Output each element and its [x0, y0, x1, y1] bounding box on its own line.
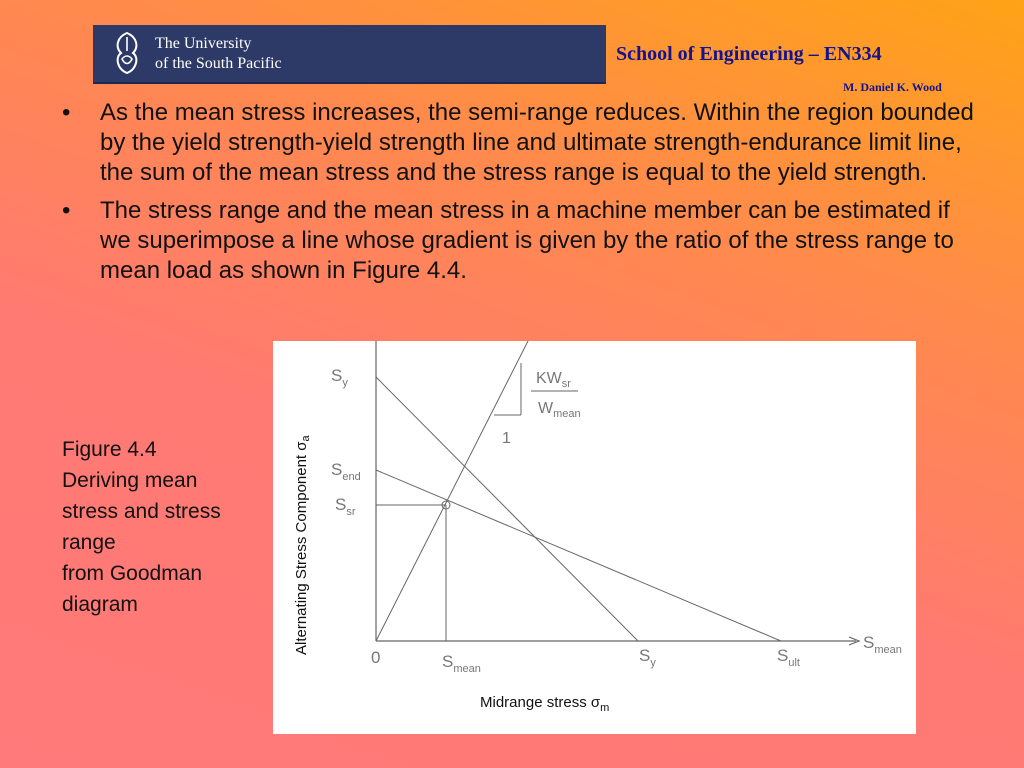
caption-line: stress and stress: [62, 500, 221, 523]
university-crest-icon: [107, 29, 147, 77]
logo-line-2: of the South Pacific: [155, 55, 282, 72]
caption-line: from Goodman: [62, 562, 203, 585]
label-origin: 0: [371, 648, 381, 667]
goodman-diagram: [273, 341, 916, 734]
bullet-item: [62, 196, 982, 286]
bullet-text: The stress range and the mean stress in a machine member can be estimated if we superimpose a line whose gradient is given by the ratio of the stress range to mean load as shown in Figure 4.4.: [100, 197, 954, 284]
caption-line: diagram: [62, 593, 138, 616]
label-ratio-numerator: $KW_{sr}$: [536, 370, 571, 390]
university-logo-banner: [93, 25, 606, 84]
x-axis-label: Midrange stress $\sigma_m$: [480, 694, 610, 714]
goodman-diagram-svg: [273, 341, 916, 734]
label-send: $S_{end}$: [331, 460, 361, 483]
bullet-marker: •: [62, 197, 71, 224]
bullet-text: As the mean stress increases, the semi-range reduces. Within the region bounded by the yield strength-yield strength line and ultimate strength-endurance limit line, the sum of the mean stress and the stress range is equal to the yield strength.: [100, 99, 974, 186]
figure-caption: [62, 434, 262, 620]
load-line: [376, 341, 528, 641]
y-axis-label: Alternating Stress Component $\sigma_a$: [293, 435, 312, 655]
goodman-line: [376, 470, 781, 641]
label-slope-one: 1: [502, 430, 511, 447]
course-title: School of Engineering – EN334: [616, 43, 882, 65]
caption-line: range: [62, 531, 116, 554]
label-sy-bottom: $S_y$: [639, 646, 656, 669]
label-sult: $S_{ult}$: [777, 646, 800, 669]
caption-line: Deriving mean: [62, 469, 198, 492]
label-smean-axis: $S_{mean}$: [863, 633, 902, 656]
label-sy-left: $S_y$: [331, 366, 348, 389]
logo-line-1: The University: [155, 35, 252, 52]
author-name: M. Daniel K. Wood: [843, 80, 942, 94]
university-name: [155, 34, 282, 74]
label-ssr: $S_{sr}$: [335, 495, 356, 518]
bullet-list: [62, 98, 982, 294]
yield-line: [376, 377, 638, 641]
bullet-item: [62, 98, 982, 188]
label-ratio-denominator: $W_{mean}$: [538, 400, 581, 420]
bullet-marker: •: [62, 99, 71, 126]
label-smean-bottom: $S_{mean}$: [442, 652, 481, 675]
caption-line: Figure 4.4: [62, 438, 157, 461]
